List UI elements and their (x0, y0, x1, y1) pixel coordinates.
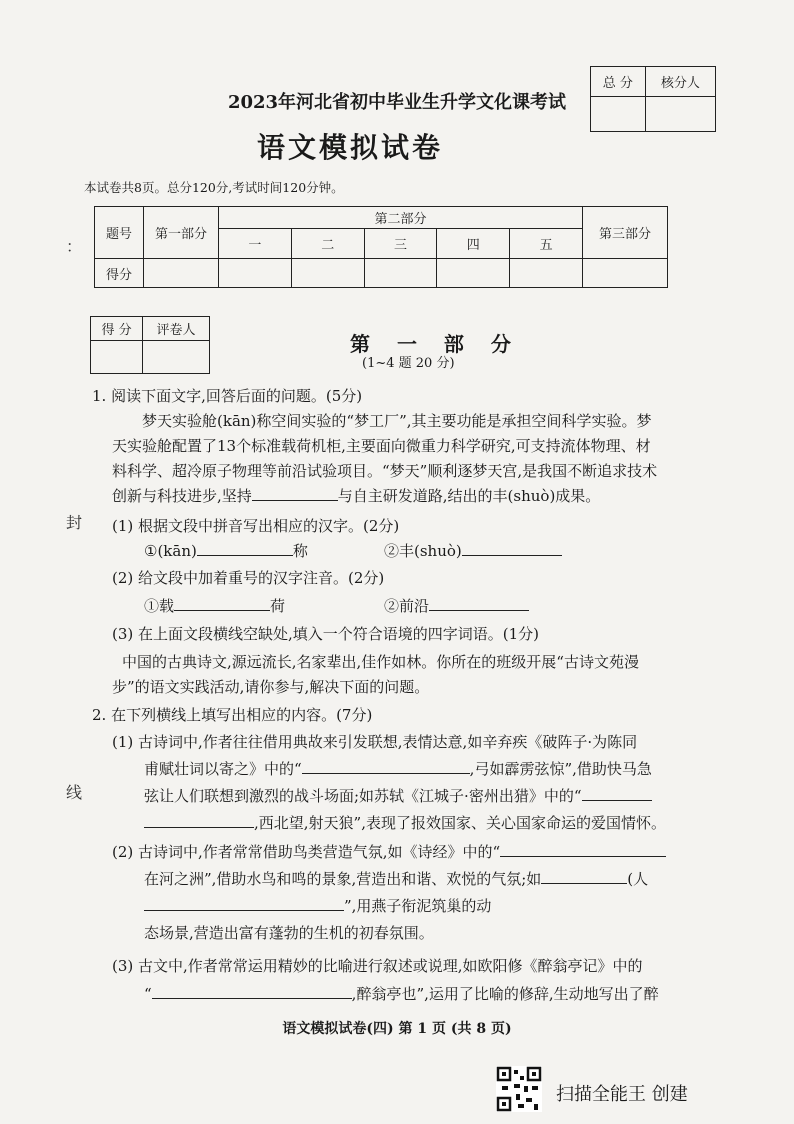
q1-sub3: (3) 在上面文段横线空缺处,填入一个符合语境的四字词语。(1分) (112, 625, 540, 643)
score-cell[interactable] (437, 259, 510, 288)
paper-title: 语文模拟试卷 (256, 131, 443, 164)
q2-part1-line: 弦让人们联想到激烈的战斗场面;如苏轼《江城子·密州出猎》中的“ (144, 787, 582, 805)
part2-sub-header: 二 (291, 229, 364, 259)
score-cell[interactable] (219, 259, 292, 288)
section-title: 第 一 部 分 (350, 332, 521, 356)
score-cell[interactable] (583, 259, 668, 288)
q1-sub1: (1) 根据文段中拼音写出相应的汉字。(2分) (112, 517, 400, 535)
score-label: 得 分 (91, 317, 143, 341)
q2-part1-line: 甫赋壮词以寄之》中的“ (144, 760, 302, 778)
answer-blank[interactable] (152, 982, 352, 999)
answer-blank[interactable] (429, 594, 529, 611)
q1-sub2-a-label: ①载 (144, 597, 175, 615)
q2-part3-line: ,醉翁亭也”,运用了比喻的修辞,生动地写出了醉 (351, 985, 659, 1003)
score-cell[interactable] (510, 259, 583, 288)
total-score-label: 总 分 (591, 67, 646, 97)
q1-passage-line: 创新与科技进步,坚持 (112, 487, 252, 505)
answer-blank[interactable] (144, 894, 344, 911)
q2-part2-line: (2) 古诗词中,作者常常借助鸟类营造气氛,如《诗经》中的“ (112, 843, 501, 861)
q1-passage-line: 天实验舱配置了13个标准载荷机柜,主要面向微重力科学研究,可支持流体物理、材 (112, 437, 651, 455)
q2-part3-line: (3) 古文中,作者常常运用精妙的比喻进行叙述或说理,如欧阳修《醉翁亭记》中的 (112, 957, 643, 975)
q2-part1-line: ,弓如霹雳弦惊”,借助快马急 (469, 760, 652, 778)
q1-passage-line: 料科学、超冷原子物理等前沿试验项目。“梦天”顺利逐梦天宫,是我国不断追求技术 (112, 462, 658, 480)
checker-label: 核分人 (645, 67, 715, 97)
q2-part1-line: (1) 古诗词中,作者往往借用典故来引发联想,表情达意,如辛弃疾《破阵子·为陈同 (112, 733, 638, 751)
q2-part1-line: ,西北望,射天狼”,表现了报效国家、关心国家命运的爱国情怀。 (254, 814, 666, 832)
part2-sub-header: 一 (219, 229, 292, 259)
margin-mark: ： (66, 237, 83, 256)
answer-blank[interactable] (462, 539, 562, 556)
q1-sub1-b-label: ②丰(shuò) (384, 542, 462, 560)
grader-box (90, 316, 210, 374)
part2-header: 第二部分 (219, 207, 583, 229)
part1-header: 第一部分 (144, 207, 219, 259)
answer-blank[interactable] (144, 811, 254, 828)
q1-sub2: (2) 给文段中加着重号的汉字注音。(2分) (112, 569, 385, 587)
q1-sub1-a-tail: 称 (292, 542, 308, 560)
answer-blank[interactable] (174, 594, 270, 611)
context-line: 中国的古典诗文,源远流长,名家辈出,佳作如林。你所在的班级开展“古诗文苑漫 (122, 653, 639, 671)
q1-stem: 1. 阅读下面文字,回答后面的问题。(5分) (92, 387, 363, 405)
exam-title: 2023年河北省初中毕业生升学文化课考试 (227, 92, 567, 113)
grader-label: 评卷人 (143, 317, 210, 341)
scanner-watermark: 扫描全能王 创建 (556, 1084, 688, 1105)
grader-name-cell[interactable] (143, 341, 210, 374)
score-cell[interactable] (364, 259, 437, 288)
q2-part2-line: (人 (627, 870, 649, 888)
answer-blank[interactable] (582, 784, 652, 801)
score-cell[interactable] (144, 259, 219, 288)
q1-passage-line: 梦天实验舱(kān)称空间实验的“梦工厂”,其主要功能是承担空间科学实验。梦 (142, 412, 652, 430)
q2-stem: 2. 在下列横线上填写出相应的内容。(7分) (92, 706, 373, 724)
q2-part2-line: 在河之洲”,借助水鸟和鸣的景象,营造出和谐、欢悦的气氛;如 (144, 870, 542, 888)
part2-sub-header: 三 (364, 229, 437, 259)
q1-sub2-a-tail: 荷 (270, 597, 286, 615)
answer-blank[interactable] (197, 539, 293, 556)
context-line: 步”的语文实践活动,请你参与,解决下面的问题。 (112, 678, 430, 696)
q2-part3-line: “ (144, 985, 152, 1003)
margin-mark: 封 (66, 513, 83, 532)
q2-part2-line: ”,用燕子衔泥筑巢的动 (344, 897, 492, 915)
answer-blank[interactable] (541, 867, 627, 884)
part3-header: 第三部分 (583, 207, 668, 259)
section-subtitle: (1~4 题 20 分) (362, 356, 455, 371)
answer-blank[interactable] (500, 840, 666, 857)
q1-sub1-a-label: ①(kān) (144, 542, 197, 560)
q1-sub2-b-label: ②前沿 (384, 597, 430, 615)
row-label: 得分 (95, 259, 144, 288)
score-cell[interactable] (291, 259, 364, 288)
grader-score-cell[interactable] (91, 341, 143, 374)
col-label: 题号 (95, 207, 144, 259)
part2-sub-header: 五 (510, 229, 583, 259)
answer-blank[interactable] (302, 757, 470, 774)
q2-part2-line: 态场景,营造出富有蓬勃的生机的初春氛围。 (144, 924, 434, 942)
q1-passage-line: 与自主研发道路,结出的丰(shuò)成果。 (337, 487, 601, 505)
part2-sub-header: 四 (437, 229, 510, 259)
margin-mark: 线 (66, 783, 83, 802)
exam-intro: 本试卷共8页。总分120分,考试时间120分钟。 (84, 180, 344, 195)
score-table (94, 206, 668, 288)
q1-idiom-blank[interactable] (252, 484, 338, 501)
qr-code-icon (496, 1066, 542, 1112)
page-footer: 语文模拟试卷(四) 第 1 页 (共 8 页) (282, 1021, 512, 1037)
